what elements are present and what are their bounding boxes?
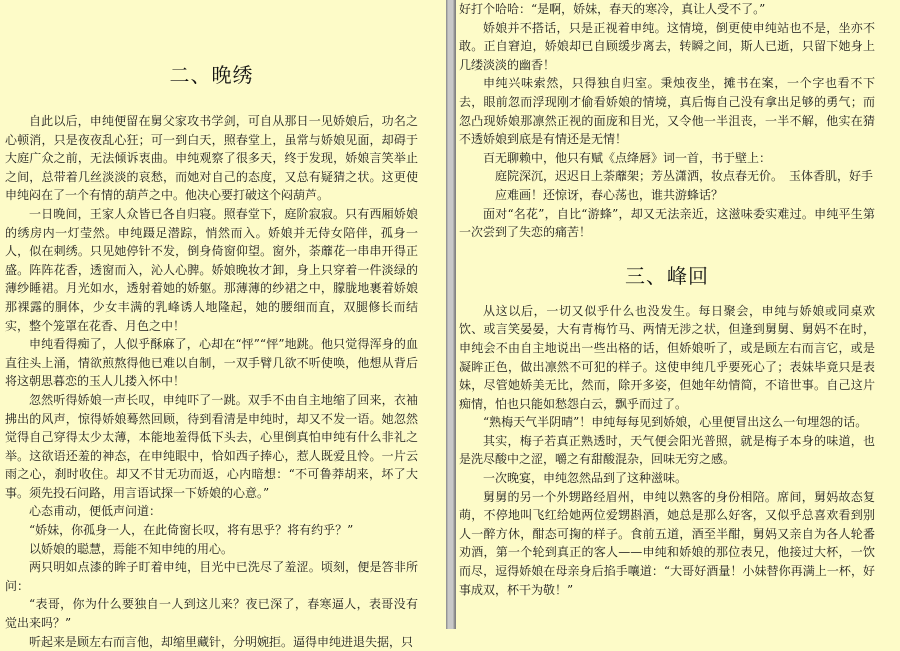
left-page <box>0 0 446 649</box>
paragraph: 两只明如点漆的眸子盯着申纯，目光中已洗尽了羞涩。顷刻，便是答非所问： <box>5 560 418 593</box>
book-gutter <box>446 0 456 629</box>
paragraph: 申纯兴味索然，只得独自归室。秉烛夜坐，摊书在案，一个字也看不下去，眼前忽而浮现刚才偷看娇娘的情境，真后悔自己没有拿出足够的勇气；而忽凸现娇娘那凛然正视的面庞和目光，又令他一半沮丧，一半不解，他实在猜不透娇娘到底是有情还是无情！ <box>459 76 875 147</box>
poem-block <box>459 167 875 204</box>
poem-line: 庭院深沉，迟迟日上荼蘼架；芳丛潇洒，妆点春无价。 玉体香肌，好手应难画！还惊讶，春心荡也，谁共游蜂话？ <box>495 169 874 202</box>
paragraph: “表哥，你为什么要独自一人到这儿来？夜已深了，春寒逼人，表哥没有觉出来吗？” <box>5 597 418 631</box>
chapter-title-2: 二、晚绣 <box>169 63 254 87</box>
paragraph: 心态甫动，便低声问道： <box>29 504 162 519</box>
chapter-title-3: 三、峰回 <box>625 263 709 288</box>
paragraph: 其实，梅子若真正熟透时，天气便会阳光普照，就是梅子本身的味道，也是洗尽酸中之涩，嚼之有甜酸混杂，回味无穷之感。 <box>459 433 875 467</box>
paragraph: 忽然听得娇娘一声长叹，申纯吓了一跳。双手不由自主地缩了回来，衣袖拂出的风声，惊得娇娘蓦然回顾，待到看清是申纯时，却又不发一语。她忽然觉得自己穿得太少太薄，本能地羞得低下头去，心里倒真怕申纯有什么非礼之举。这欲语还羞的神态，在申纯眼中，恰如西子捧心，惹人既爱且怜。一片云雨之心，刹时收住。却又不甘无功而返，心内暗想：“不可鲁莽胡来，坏了大事。须先投石问路，用言语试探一下娇娘的心意。” <box>5 392 418 500</box>
left-page-body <box>5 112 418 651</box>
paragraph: “熟梅天气半阴晴”！申纯每每见到娇娘，心里便冒出这么一句埋怨的话。 <box>483 415 868 430</box>
paragraph: 好打个哈哈：“是啊，娇妹，春天的寒冷，真让人受不了。” <box>459 2 766 16</box>
paragraph: 百无聊赖中，他只有赋《点绛唇》词一首，书于壁上： <box>483 150 772 165</box>
right-page-body-bottom <box>459 302 875 600</box>
paragraph: 从这以后，一切又似乎什么也没发生。每日聚会，申纯与娇娘或同桌欢饮、或言笑晏晏，大有青梅竹马、两情无涉之状，但逢到舅舅、舅妈不在时，申纯会不由自主地说出一些出格的话，但娇娘听了，或是顾左右而言它，或是凝眸正色，做出凛然不可犯的样子。这使申纯几乎要死心了；表妹毕竟只是表妹，尽管她娇美无比，然而，除开多姿，但她年幼情简，不谙世事。自己这片痴情，怕也只能如愁怨白云，飘乎而过了。 <box>459 303 875 411</box>
right-page-body-top <box>459 0 875 167</box>
paragraph: 以娇娘的聪慧，焉能不知申纯的用心。 <box>29 541 234 556</box>
paragraph: 听起来是顾左右而言他，却缩里藏针，分明婉拒。逼得申纯进退失据，只 <box>29 634 414 649</box>
paragraph: 舅舅的另一个外甥路经眉州，申纯以熟客的身份相陪。席间，舅妈故态复萌，不停地叫飞红给她两位爱甥斟酒，她总是那么好客，又似乎总喜欢看到别人一醉方休，酣态可掬的样子。食前五道，酒至半酣，舅妈又亲自为各人轮番劝酒，第一个轮到真正的客人——申纯和娇娘的那位表兄，他接过大杯，一饮而尽，逗得娇娘在母亲身后掐手嚷道：“大哥好酒量！小妹替你再满上一杯，好事成双，杯干为敬！” <box>459 489 875 597</box>
right-page <box>456 0 900 629</box>
right-page-body-mid <box>459 205 875 242</box>
paragraph: 一次晚宴，申纯忽然品到了这种滋味。 <box>483 471 688 486</box>
paragraph: 面对“名花”，自比“游蜂”，却又无法亲近，这滋味委实难过。申纯平生第一次尝到了失恋的痛苦！ <box>459 206 875 240</box>
paragraph: “娇妹，你孤身一人，在此倚窗长叹，将有思乎？将有约乎？” <box>29 523 354 538</box>
paragraph: 娇娘并不搭话，只是正视着申纯。这情境，倒更使申纯站也不是，坐亦不敢。正自窘迫，娇娘却已自顾缓步离去，转瞬之间，斯人已逝，只留下她身上几缕淡淡的幽香！ <box>459 20 875 72</box>
paragraph: 自此以后，申纯便留在舅父家攻书学剑，可自从那日一见娇娘后，功名之心顿消，只是夜夜乱心狂；可一到白天，照春堂上，虽常与娇娘见面，却碍于大庭广众之前，无法倾诉衷曲。申纯观察了很多天，终于发现，娇娘言笑举止之间，总带着几丝淡淡的哀愁，而她对自己的态度，又总有疑猜之状。这更使申纯闷在了一个有情的葫芦之中。他决心要打破这个闷葫芦。 <box>5 114 418 203</box>
paragraph: 一日晚间，王家人众皆已各自归寝。照春堂下，庭阶寂寂。只有西厢娇娘的绣房内一灯莹然。申纯蹑足潜踪，悄然而入。娇娘并无侍女陪伴，孤身一人，似在刺绣。只见她停针不发，倒身倚窗仰望。窗外，荼蘼花一串串开得正盛。阵阵花香，透窗而入，沁人心脾。娇娘晚妆才卸，身上只穿着一件淡绿的薄纱睡裙。月光如水，透射着她的娇躯。那薄薄的纱裙之中，朦胧地裹着娇娘那裸露的胴体，少女丰满的乳峰诱人地隆起，她的腰细而直，双腿修长而结实，整个笼罩在花香、月色之中！ <box>5 206 418 333</box>
paragraph: 申纯看得痴了，人似乎酥麻了，心却在“怦”“怦”地跳。他只觉得浑身的血直往头上涌，情欲煎熬得他已难以自制，一双手臂几欲不听使唤，他想从背后将这朝思暮恋的玉人儿搂入怀中！ <box>5 337 418 389</box>
